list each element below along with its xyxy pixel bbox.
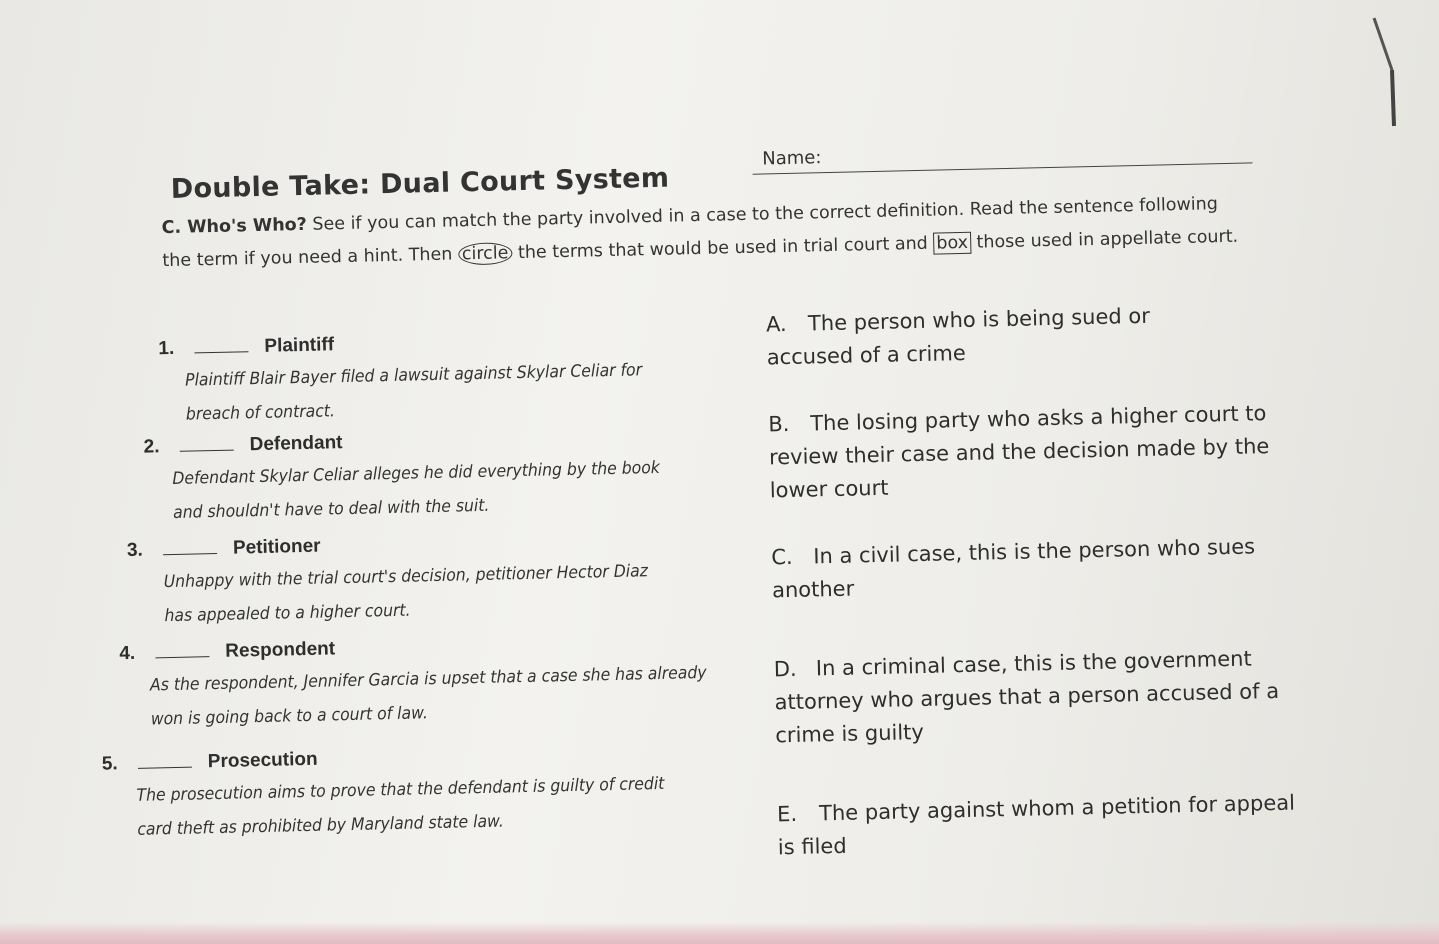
definition-e: [777, 786, 1318, 864]
term-hint-sentence: The prosecution aims to prove that the defendant is guilty of credit card theft as prohibited by Maryland state law.: [136, 773, 665, 840]
term-number: 3.: [126, 539, 144, 562]
term-number: 2.: [143, 436, 160, 458]
term-number: 5.: [101, 753, 118, 775]
term-hint-sentence: As the respondent, Jennifer Garcia is upset that a case she has already won is going back to a court of law.: [149, 662, 707, 730]
answer-blank[interactable]: [138, 767, 192, 769]
term-item-defendant: [143, 424, 713, 531]
circled-word: circle: [458, 242, 513, 265]
definition-c: [771, 530, 1292, 608]
definition-text: The person who is being sued or accused of a crime: [766, 303, 1151, 370]
definition-letter: B.: [768, 411, 790, 437]
definition-letter: E.: [776, 801, 798, 827]
instructions-text-3: those used in appellate court.: [970, 226, 1239, 253]
worksheet-title: Double Take: Dual Court System: [170, 162, 670, 205]
name-label: Name:: [762, 147, 822, 170]
answer-blank[interactable]: [163, 553, 217, 555]
term-item-respondent: [119, 629, 761, 737]
answer-blank[interactable]: [155, 656, 209, 658]
term-item-prosecution: [102, 739, 748, 848]
boxed-word: box: [933, 232, 971, 255]
instructions-heading: C. Who's Who?: [161, 214, 308, 239]
answer-blank[interactable]: [195, 351, 249, 353]
definition-text: The losing party who asks a higher court to review their case and the decision made by the lower court: [768, 401, 1270, 503]
term-hint-sentence: Unhappy with the trial court's decision, petitioner Hector Diaz has appealed to a higher court.: [163, 561, 649, 627]
term-number: 4.: [119, 642, 136, 665]
name-field-line[interactable]: [753, 162, 1253, 174]
definition-text: In a civil case, this is the person who sues another: [771, 534, 1256, 603]
term-label: Prosecution: [207, 748, 318, 773]
instructions-text-2: the terms that would be used in trial court and: [512, 233, 934, 264]
definition-letter: C.: [771, 544, 793, 570]
term-hint-sentence: Defendant Skylar Celiar alleges he did everything by the book and shouldn't have to deal with the suit.: [172, 457, 661, 523]
definition-b: [768, 396, 1300, 507]
term-label: Respondent: [225, 638, 336, 662]
term-item-petitioner: [127, 526, 725, 633]
definition-d: [773, 641, 1315, 752]
term-label: Plaintiff: [264, 334, 335, 357]
term-label: Defendant: [249, 432, 343, 456]
definition-a: [766, 298, 1237, 375]
answer-blank[interactable]: [180, 450, 234, 452]
term-number: 1.: [158, 337, 175, 360]
definition-text: In a criminal case, this is the government attorney who argues that a person accused of a crime is guilty: [774, 646, 1280, 748]
term-hint-sentence: Plaintiff Blair Bayer filed a lawsuit against Skylar Celiar for breach of contract.: [184, 360, 643, 425]
definition-text: The party against whom a petition for appeal is filed: [777, 790, 1296, 860]
instructions-text-1: See if you can match the party involved in a case to the correct definition. Read the sentence following the term if you need a hint. Then: [162, 194, 1219, 272]
term-item-plaintiff: [158, 326, 706, 432]
definition-letter: D.: [773, 656, 797, 682]
definition-letter: A.: [765, 311, 787, 337]
term-label: Petitioner: [232, 535, 321, 559]
